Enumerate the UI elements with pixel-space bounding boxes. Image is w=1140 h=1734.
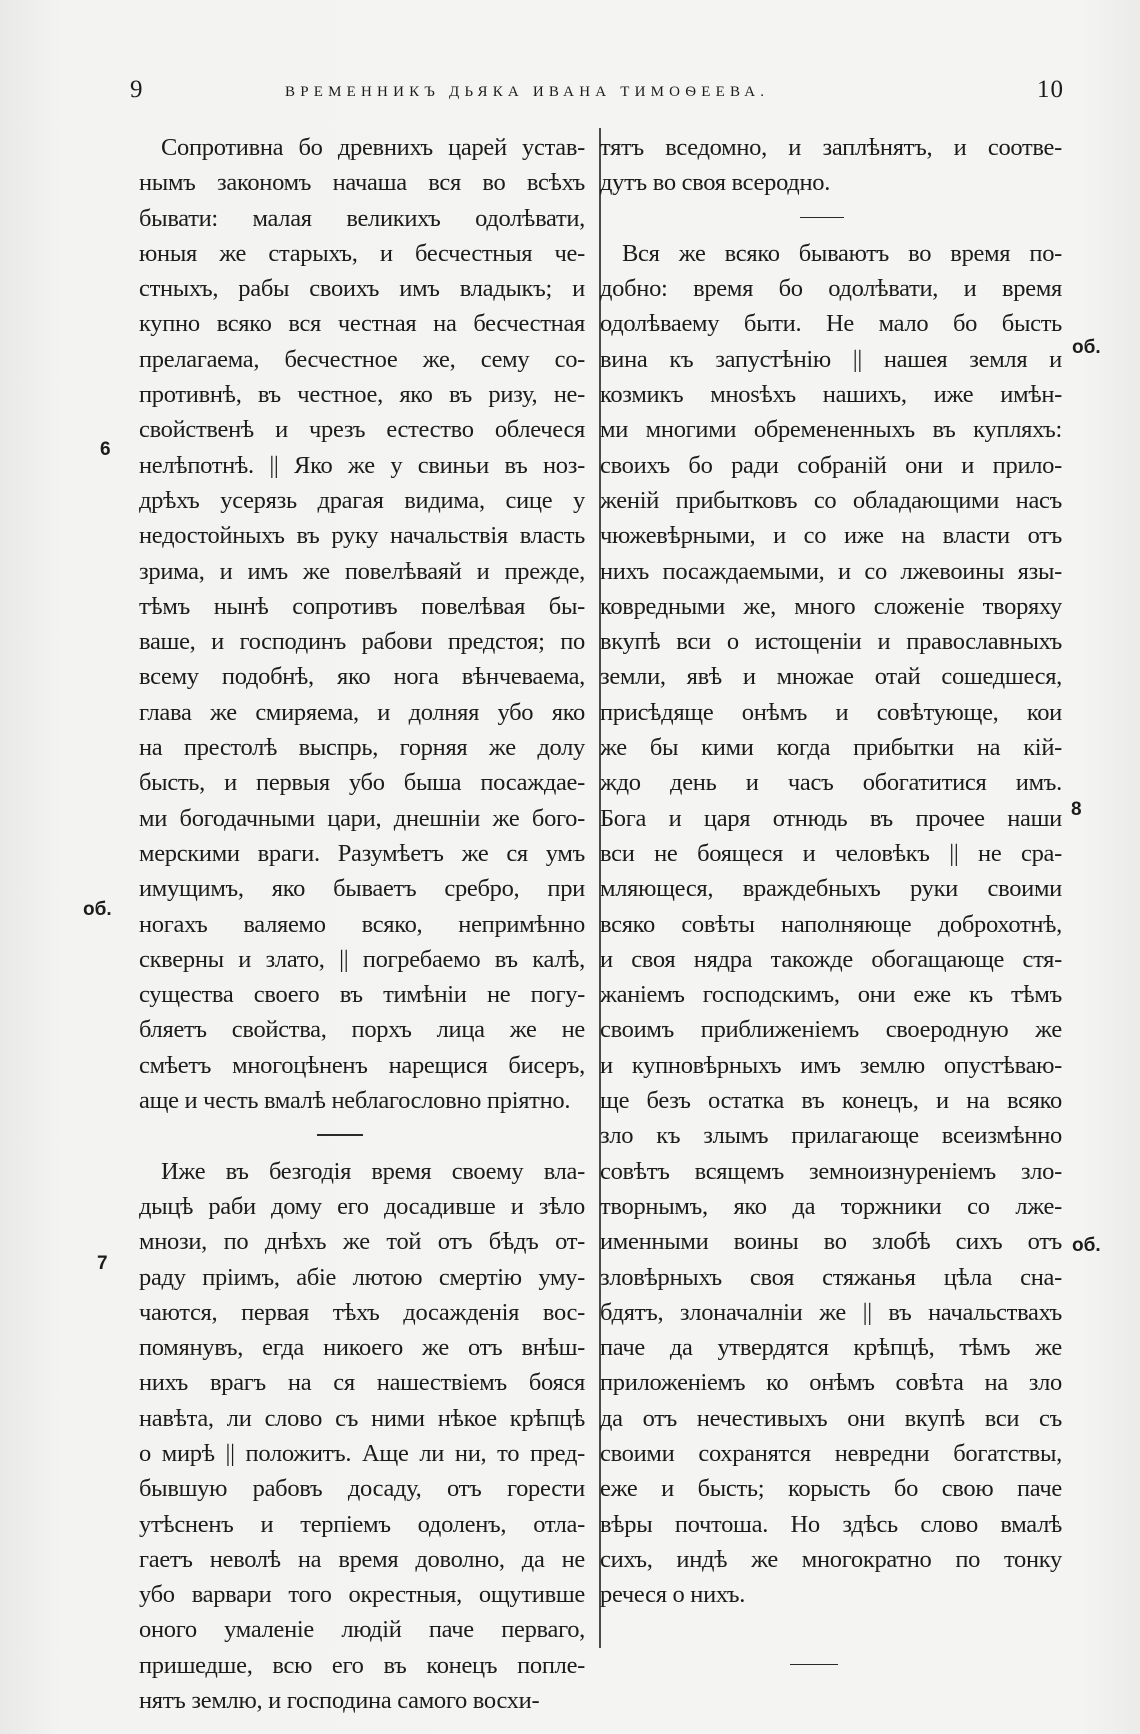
text-line: зло къ злымъ прилагающе всеизмѣнно [600,1122,1062,1150]
text-line: бывати: малая великихъ одолѣвати, [139,204,585,232]
text-line: убо варвари того окрестныя, ощутивше [139,1581,585,1609]
text-line: совѣтъ всящемъ земноизнуреніемъ зло- [600,1157,1062,1185]
text-line: женій прибытковъ со обладающими насъ [600,486,1062,514]
text-line: существа своего въ тимѣніи не погу- [139,981,585,1009]
right-page-number: 10 [1037,76,1064,103]
text-line: паче да утвердятся крѣпцѣ, тѣмъ же [600,1334,1062,1362]
text-line: оного умаленіе людій паче перваго, [139,1616,585,1644]
text-line: глава же смиряема, и долняя убо яко [139,698,585,726]
margin-note-ob-right-2: об. [1072,1235,1101,1256]
text-line: вина къ запустѣнію || нашея земля и [600,345,1062,373]
text-line: же бы кими когда прибытки на кій- [600,734,1062,762]
text-line: вси не боящеся и человѣкъ || не сра- [600,839,1062,867]
text-line: аще и честь вмалѣ неблагословно пріятно. [139,1087,571,1115]
text-line: сихъ, индѣ же многократно по тонку [600,1545,1062,1573]
text-line: своимъ приближеніемъ своеродную же [600,1016,1062,1044]
text-line: мнози, по днѣхъ же той отъ бѣдъ от- [139,1228,585,1256]
text-line: недостойныхъ въ руку начальствія власть [139,522,585,550]
section-rule [790,1664,838,1666]
text-line: имущимъ, яко бываетъ сребро, при [139,875,585,903]
text-line: помянувъ, егда никоего же отъ внѣш- [139,1334,585,1362]
text-line: добно: время бо одолѣвати, и время [600,275,1062,303]
text-line: присѣдяще онѣмъ и совѣтующе, кои [600,698,1062,726]
text-line: ще безъ остатка въ конецъ, и на всяко [600,1087,1062,1115]
text-line: тятъ вседомно, и заплѣнятъ, и соотве- [600,134,1062,161]
text-line: прелагаема, бесчестное же, сему со- [139,345,585,373]
section-break [600,201,1062,236]
text-line: ми многими обремененныхъ въ купляхъ: [600,416,1062,444]
text-line: чюжевѣрными, и со иже на власти отъ [600,522,1062,550]
left-column [139,130,585,1718]
section-rule [800,217,844,219]
text-line: зловѣрныхъ своя стяжанья цѣла сна- [600,1263,1062,1291]
text-line: именными воины во злобѣ сихъ отъ [600,1228,1062,1256]
text-line: вѣры почтоша. Но здѣсь слово вмалѣ [600,1510,1062,1538]
margin-note-8: 8 [1071,799,1082,820]
text-line: своими сохранятся невредни богатствы, [600,1439,1062,1467]
text-line: стныхъ, рабы своихъ имъ владыкъ; и [139,275,585,303]
text-line: ковредными же, много сложеніе творяху [600,592,1062,620]
text-line: мерскими враги. Разумѣетъ же ся умъ [139,839,585,867]
text-line: земли, явѣ и множае отай сошедшеся, [600,663,1062,691]
text-line: бляетъ свойства, порхъ лица же не [139,1016,585,1044]
spacer [600,1612,1062,1647]
text-line: да отъ нечестивыхъ они вкупѣ вси съ [600,1404,1062,1432]
text-line: навѣта, ли слово съ ними нѣкое крѣпцѣ [139,1404,585,1432]
text-line: нихъ посаждаемыми, и со лжевоины язы- [600,557,1062,585]
text-line: бдятъ, злоначалніи же || въ начальствахъ [600,1298,1062,1326]
text-line: одолѣваему быти. Не мало бо бысть [600,310,1062,338]
left-page-number: 9 [130,76,144,103]
text-line: купно всяко вся честная на бесчестная [139,310,585,338]
text-line: юныя же старыхъ, и бесчестныя че- [139,239,585,267]
text-line: чаются, первая тѣхъ досажденія вос- [139,1298,585,1326]
text-line: дрѣхъ усерязь драгая видима, сице у [139,486,585,514]
text-line: свойственѣ и чрезъ естество облечеся [139,416,585,444]
text-line: дыцѣ раби дому его досадивше и зѣло [139,1192,585,1220]
text-line: о мирѣ || положитъ. Аще ли ни, то пред- [139,1439,585,1467]
text-line: нелѣпотнѣ. || Яко же у свиньи въ ноз- [139,451,585,479]
text-line: зрима, и имъ же повелѣваяй и прежде, [139,557,585,585]
text-line: Бога и царя отнюдь въ прочее наши [600,804,1062,832]
text-line: и своя нядра такожде обогащающе стя- [600,945,1062,973]
section-break [600,1648,1062,1683]
text-line: всему подобнѣ, яко нога вѣнчеваема, [139,663,585,691]
text-line: дутъ во своя всеродно. [600,169,831,197]
margin-note-7: 7 [97,1253,108,1274]
text-line: ждо день и часъ обогатитися имъ. [600,769,1062,797]
text-line: всяко совѣты наполняюще доброхотнѣ, [600,910,1062,938]
section-break [139,1118,585,1153]
text-line: пришедше, всю его въ конецъ попле- [139,1651,585,1679]
text-line: ногахъ валяемо всяко, непримѣнно [139,910,585,938]
text-line: Сопротивна бо древнихъ царей устав- [161,134,585,161]
text-line: раду пріимъ, абіе лютою смертію уму- [139,1263,585,1291]
text-line: и купновѣрныхъ имъ землю опустѣваю- [600,1051,1062,1079]
text-line: приложеніемъ ко онѣмъ совѣта на зло [600,1369,1062,1397]
text-line: смѣетъ многоцѣненъ нарещися бисеръ, [139,1051,585,1079]
text-line: Иже въ безгодія время своему вла- [161,1157,585,1185]
text-line: своихъ бо ради собраній они и прило- [600,451,1062,479]
margin-note-ob-right-1: об. [1072,337,1101,358]
text-line: козмикъ мноѕѣхъ нашихъ, иже имѣн- [600,381,1062,409]
margin-note-6: 6 [100,439,111,460]
text-line: противнѣ, въ честное, яко въ ризу, не- [139,381,585,409]
text-line: бывшую рабовъ досаду, отъ горести [139,1475,585,1503]
text-line: творнымъ, яко да торжники со лже- [600,1192,1062,1220]
text-line: ми богодачными цари, днешніи же бого- [139,804,585,832]
text-line: бысть, и первыя убо быша посаждае- [139,769,585,797]
text-line: ваше, и господинъ рабови предстоя; по [139,628,585,656]
text-line: вкупѣ вси о истощеніи и православныхъ [600,628,1062,656]
text-line: тѣмъ нынѣ сопротивъ повелѣвая бы- [139,592,585,620]
text-line: на престолѣ выспрь, горняя же долу [139,734,585,762]
text-line: скверны и злато, || погребаемо въ калѣ, [139,945,585,973]
text-line: еже и бысть; корысть бо свою паче [600,1475,1062,1503]
text-line: речеся о нихъ. [600,1581,746,1609]
section-rule [317,1134,363,1136]
text-line: нихъ врагъ на ся нашествіемъ бояся [139,1369,585,1397]
text-line: нымъ закономъ начаша вся во всѣхъ [139,169,585,197]
text-line: Вся же всяко бываютъ во время по- [622,239,1062,267]
running-title: ВРЕМЕННИКЪ ДЬЯКА ИВАНА ТИМОѲЕЕВА. [285,84,770,100]
margin-note-ob-left: об. [83,899,112,920]
text-line: жаніемъ господскимъ, они еже къ тѣмъ [600,981,1062,1009]
text-line: гаетъ неволѣ на время доволно, да не [139,1545,585,1573]
text-line: мляющеся, враждебныхъ руки своими [600,875,1062,903]
right-column [600,130,1062,1683]
text-line: нятъ землю, и господина самого восхи- [139,1687,540,1715]
text-line: утѣсненъ и терпіемъ одоленъ, отла- [139,1510,585,1538]
